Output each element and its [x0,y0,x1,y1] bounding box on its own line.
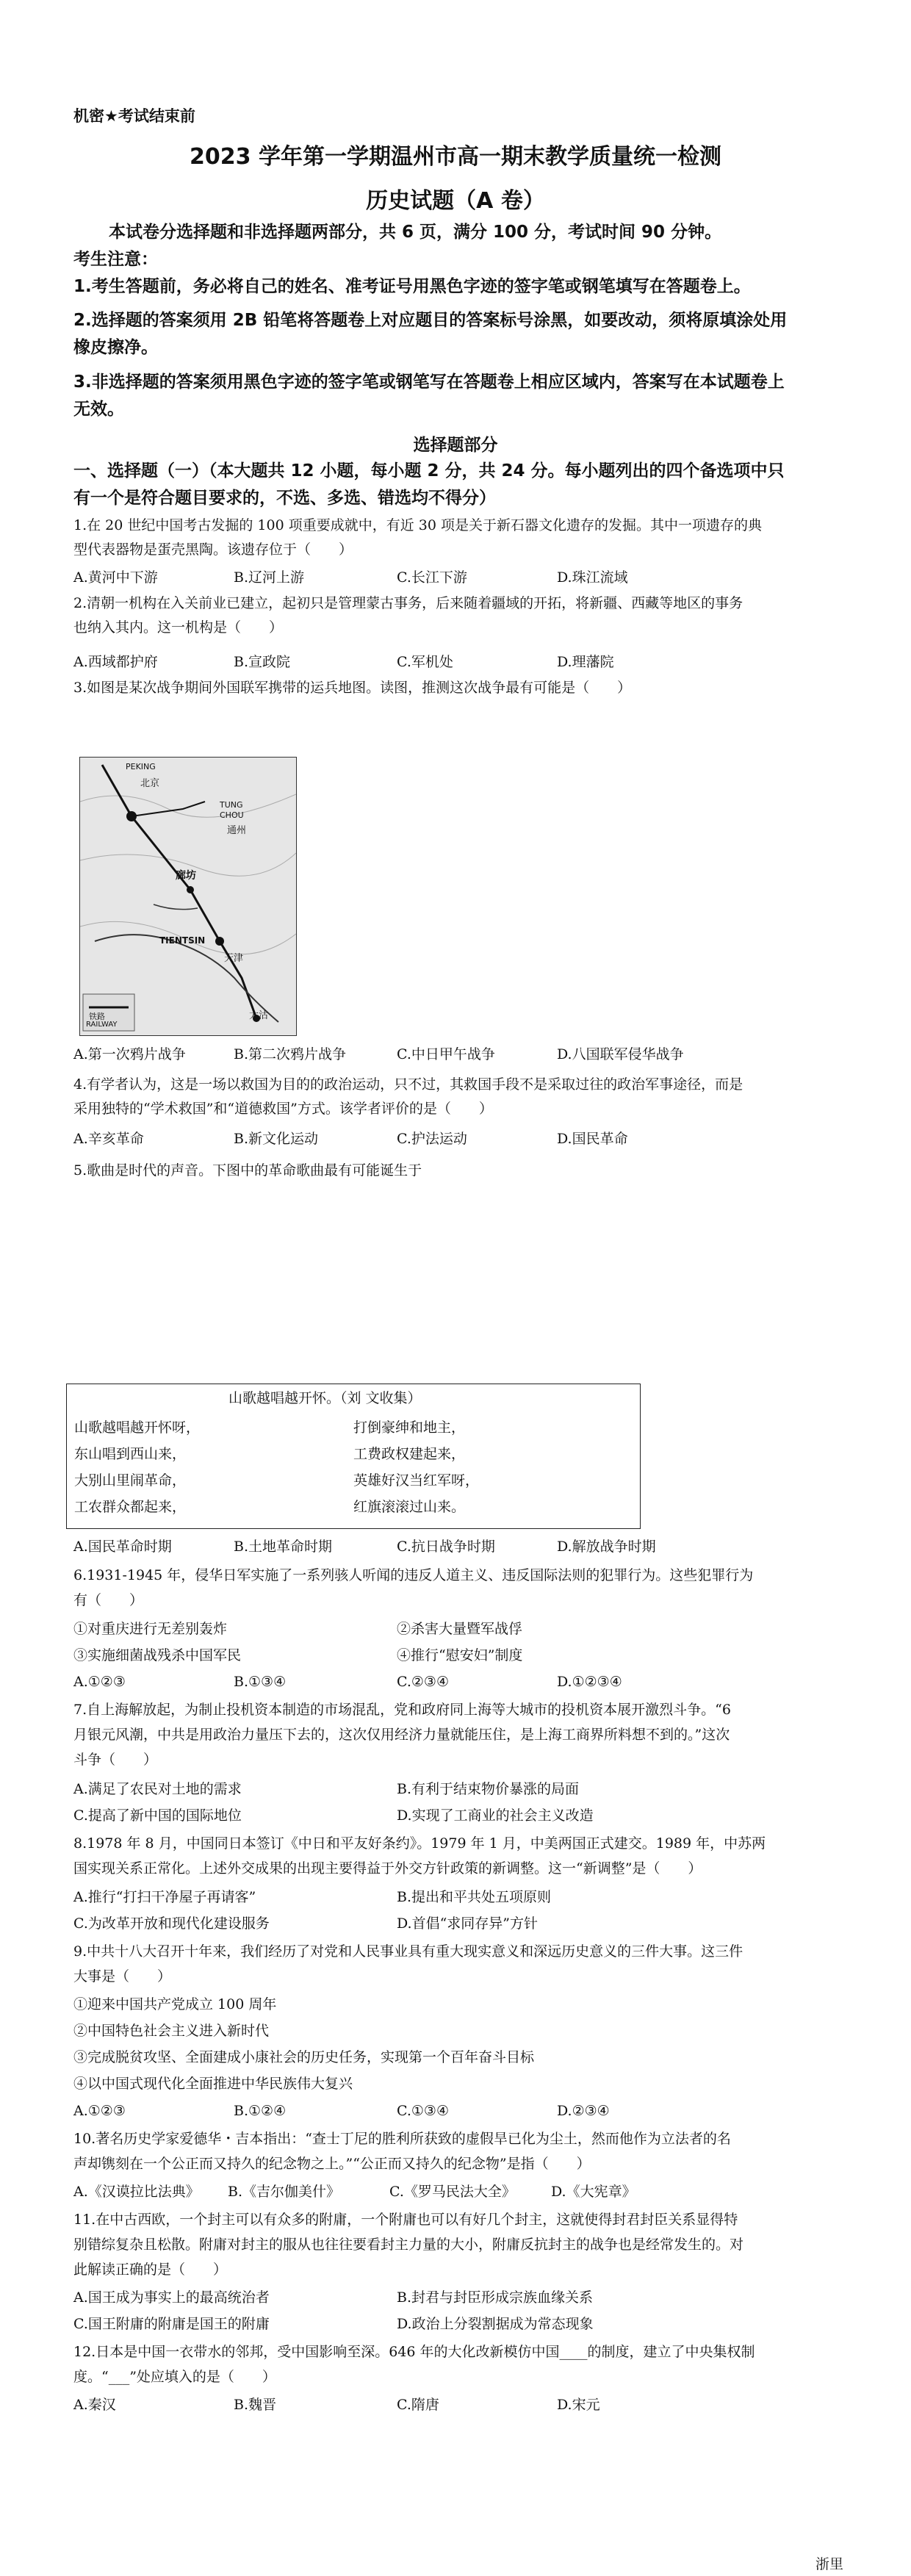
q11-stem-b: 别错综复杂且松散。附庸对封主的服从也往往要看封主力量的大小，附庸反抗封主的战争也是经常发生的。对 [73,2237,744,2253]
notice-2a: 2.选择题的答案须用 2B 铅笔将答题卷上对应题目的答案标号涂黑，如要改动，须将原填涂处用 [73,311,788,330]
lyric-left-3: 大别山里闹革命， [74,1472,187,1489]
map-label-tianjin: 天津 [224,953,244,964]
q6-item-4: ④推行“慰安妇”制度 [397,1647,523,1663]
q9-item-2: ②中国特色社会主义进入新时代 [73,2023,270,2039]
q10-option-b[interactable]: B.《吉尔伽美什》 [228,2184,341,2200]
q7-stem-c: 斗争（ ） [73,1752,158,1768]
q7-option-d[interactable]: D.实现了工商业的社会主义改造 [397,1807,594,1824]
q6-option-a[interactable]: A.①②③ [73,1674,126,1690]
q6-stem-b: 有（ ） [73,1592,144,1608]
notice-3a: 3.非选择题的答案须用黑色字迹的签字笔或钢笔写在答题卷上相应区域内，答案写在本试题卷上 [73,373,785,392]
q6-option-d[interactable]: D.①②③④ [557,1674,622,1690]
map-label-tientsin: TIENTSIN [159,935,206,946]
lyric-right-3: 英雄好汉当红军呀， [353,1472,480,1489]
q3-stem-a: 3.如图是某次战争期间外国联军携带的运兵地图。读图，推测这次战争最有可能是（ ） [73,680,632,696]
q2-stem-a: 2.清朝一机构在入关前业已建立，起初只是管理蒙古事务，后来随着疆域的开拓，将新疆、西藏等地区的事务 [73,595,743,611]
map-label-dagu: 大沽 [249,1010,269,1021]
q7-option-a[interactable]: A.满足了农民对土地的需求 [73,1781,242,1797]
q7-option-b[interactable]: B.有利于结束物价暴涨的局面 [397,1781,580,1797]
q10-option-a[interactable]: A.《汉谟拉比法典》 [73,2184,200,2200]
lyric-right-4: 红旗滚滚过山来。 [353,1499,466,1515]
notice-title: 考生注意： [73,250,158,269]
q8-stem-b: 国实现关系正常化。上述外交成果的出现主要得益于外交方针政策的新调整。这一“新调整”是（ ） [73,1860,702,1877]
q9-item-3: ③完成脱贫攻坚、全面建成小康社会的历史任务，实现第一个百年奋斗目标 [73,2049,535,2065]
q10-stem-b: 声却镌刻在一个公正而又持久的纪念物之上。”“公正而又持久的纪念物”是指（ ） [73,2156,591,2172]
q11-option-a[interactable]: A.国王成为事实上的最高统治者 [73,2289,270,2306]
q5-option-b[interactable]: B.土地革命时期 [234,1539,333,1555]
q9-option-b[interactable]: B.①②④ [234,2103,287,2119]
q8-option-c[interactable]: C.为改革开放和现代化建设服务 [73,1915,270,1932]
q4-option-b[interactable]: B.新文化运动 [234,1131,319,1147]
q8-option-b[interactable]: B.提出和平共处五项原则 [397,1889,552,1905]
q1-option-b[interactable]: B.辽河上游 [234,569,305,586]
map-legend-railway-en: RAILWAY [86,1021,118,1029]
notice-2b: 橡皮擦净。 [73,338,158,357]
exam-intro: 本试卷分选择题和非选择题两部分，共 6 页，满分 100 分，考试时间 90 分钟。 [109,223,722,242]
q12-option-d[interactable]: D.宋元 [557,2397,600,2413]
notice-1: 1.考生答题前，务必将自己的姓名、准考证号用黑色字迹的签字笔或钢笔填写在答题卷上。 [73,277,751,296]
map-label-tongzhou: 通州 [227,825,247,836]
q10-option-c[interactable]: C.《罗马民法大全》 [389,2184,516,2200]
q8-stem-a: 8.1978 年 8 月，中国同日本签订《中日和平友好条约》。1979 年 1 月，中美两国正式建交。1989 年，中苏两 [73,1835,766,1852]
lyric-left-2: 东山唱到西山来， [74,1446,187,1462]
q2-option-c[interactable]: C.军机处 [397,654,453,670]
map-label-langfang: 廊坊 [176,870,196,882]
q1-stem-a: 1.在 20 世纪中国考古发掘的 100 项重要成就中，有近 30 项是关于新石器文化遗存的发掘。其中一项遗存的典 [73,517,762,533]
q3-option-b[interactable]: B.第二次鸦片战争 [234,1046,347,1062]
lyric-right-1: 打倒豪绅和地主， [353,1420,466,1436]
q8-option-d[interactable]: D.首倡“求同存异”方针 [397,1915,539,1932]
q4-stem-b: 采用独特的“学术救国”和“道德救国”方式。该学者评价的是（ ） [73,1101,493,1117]
q12-option-b[interactable]: B.魏晋 [234,2397,277,2413]
map-label-chou: CHOU [220,810,244,820]
section-head-a: 一、选择题（一）（本大题共 12 小题，每小题 2 分，共 24 分。每小题列出的四个备选项中只 [73,461,785,481]
lyric-left-4: 工农群众都起来， [74,1499,187,1515]
q5-option-d[interactable]: D.解放战争时期 [557,1539,656,1555]
q12-option-a[interactable]: A.秦汉 [73,2397,116,2413]
notice-3b: 无效。 [73,400,124,419]
map-legend-railway-cn: 铁路 [89,1012,105,1021]
q2-option-b[interactable]: B.宣政院 [234,654,291,670]
song-title: 山歌越唱越开怀。（刘 文收集） [228,1390,422,1406]
q9-stem-b: 大事是（ ） [73,1968,172,1985]
q6-stem-a: 6.1931-1945 年，侵华日军实施了一系列骇人听闻的违反人道主义、违反国际法则的犯罪行为。这些犯罪行为 [73,1567,754,1583]
q2-option-d[interactable]: D.理藩院 [557,654,614,670]
q2-option-a[interactable]: A.西域都护府 [73,654,158,670]
q4-option-d[interactable]: D.国民革命 [557,1131,628,1147]
q11-stem-a: 11.在中古西欧，一个封主可以有众多的附庸，一个附庸也可以有好几个封主，这就使得封君封臣关系显得特 [73,2212,738,2228]
troop-transport-map [79,757,297,1036]
map-graphic [80,758,296,1035]
q6-option-b[interactable]: B.①③④ [234,1674,287,1690]
q12-stem-b: 度。“___”处应填入的是（ ） [73,2369,276,2385]
q3-option-d[interactable]: D.八国联军侵华战争 [557,1046,684,1062]
q1-stem-b: 型代表器物是蛋壳黑陶。该遗存位于（ ） [73,542,353,558]
q2-stem-b: 也纳入其内。这一机构是（ ） [73,619,284,636]
q11-option-c[interactable]: C.国王附庸的附庸是国王的附庸 [73,2316,270,2332]
exam-title: 2023 学年第一学期温州市高一期末教学质量统一检测 [190,144,721,170]
lyric-left-1: 山歌越唱越开怀呀， [74,1420,201,1436]
confidential-mark: 机密★考试结束前 [73,107,195,125]
q1-option-a[interactable]: A.黄河中下游 [73,569,158,586]
q9-option-d[interactable]: D.②③④ [557,2103,610,2119]
q5-option-c[interactable]: C.抗日战争时期 [397,1539,495,1555]
q9-option-a[interactable]: A.①②③ [73,2103,126,2119]
q11-stem-c: 此解读正确的是（ ） [73,2262,228,2278]
section-title: 选择题部分 [413,436,498,455]
q3-option-c[interactable]: C.中日甲午战争 [397,1046,495,1062]
q9-item-4: ④以中国式现代化全面推进中华民族伟大复兴 [73,2076,353,2092]
q8-option-a[interactable]: A.推行“打扫干净屋子再请客” [73,1889,256,1905]
exam-subtitle: 历史试题（A 卷） [366,188,545,214]
q6-item-2: ②杀害大量暨军战俘 [397,1621,523,1637]
q10-stem-a: 10.著名历史学家爱德华・吉本指出：“查士丁尼的胜利所获致的虚假旱已化为尘土，然而他作为立法者的名 [73,2131,731,2147]
q10-option-d[interactable]: D.《大宪章》 [551,2184,636,2200]
map-label-beijing: 北京 [140,778,160,789]
q11-option-b[interactable]: B.封君与封臣形成宗族血缘关系 [397,2289,594,2306]
q5-option-a[interactable]: A.国民革命时期 [73,1539,172,1555]
song-lyrics-box [66,1384,641,1529]
q9-option-c[interactable]: C.①③④ [397,2103,449,2119]
map-label-tung: TUNG [220,800,243,810]
q12-option-c[interactable]: C.隋唐 [397,2397,439,2413]
section-head-b: 有一个是符合题目要求的，不选、多选、错选均不得分） [73,489,496,508]
q9-item-1: ①迎来中国共产党成立 100 周年 [73,1996,277,2012]
lyric-right-2: 工费政权建起来， [353,1446,466,1462]
q4-option-a[interactable]: A.辛亥革命 [73,1131,144,1147]
q6-item-3: ③实施细菌战残杀中国军民 [73,1647,242,1663]
q1-option-d[interactable]: D.珠江流域 [557,569,628,586]
q3-option-a[interactable]: A.第一次鸦片战争 [73,1046,186,1062]
q7-option-c[interactable]: C.提高了新中国的国际地位 [73,1807,242,1824]
q6-option-c[interactable]: C.②③④ [397,1674,449,1690]
q7-stem-b: 月银元风潮，中共是用政治力量压下去的，这次仅用经济力量就能压住，是上海工商界所料想不到的。”这次 [73,1727,730,1743]
footer-region: 浙里 [815,2556,843,2572]
q4-stem-a: 4.有学者认为，这是一场以救国为目的的政治运动，只不过，其救国手段不是采取过往的政治军事途径，而是 [73,1076,743,1093]
q4-option-c[interactable]: C.护法运动 [397,1131,467,1147]
q5-stem-a: 5.歌曲是时代的声音。下图中的革命歌曲最有可能诞生于 [73,1162,422,1179]
q12-stem-a: 12.日本是中国一衣带水的邻邦，受中国影响至深。646 年的大化改新模仿中国____的制度，建立了中央集权制 [73,2344,755,2360]
map-label-peking: PEKING [126,762,156,771]
q1-option-c[interactable]: C.长江下游 [397,569,467,586]
q7-stem-a: 7.自上海解放起，为制止投机资本制造的市场混乱，党和政府同上海等大城市的投机资本展开激烈斗争。“6 [73,1702,731,1718]
q6-item-1: ①对重庆进行无差别轰炸 [73,1621,228,1637]
q9-stem-a: 9.中共十八大召开十年来，我们经历了对党和人民事业具有重大现实意义和深远历史意义的三件大事。这三件 [73,1943,743,1960]
q11-option-d[interactable]: D.政治上分裂割据成为常态现象 [397,2316,594,2332]
